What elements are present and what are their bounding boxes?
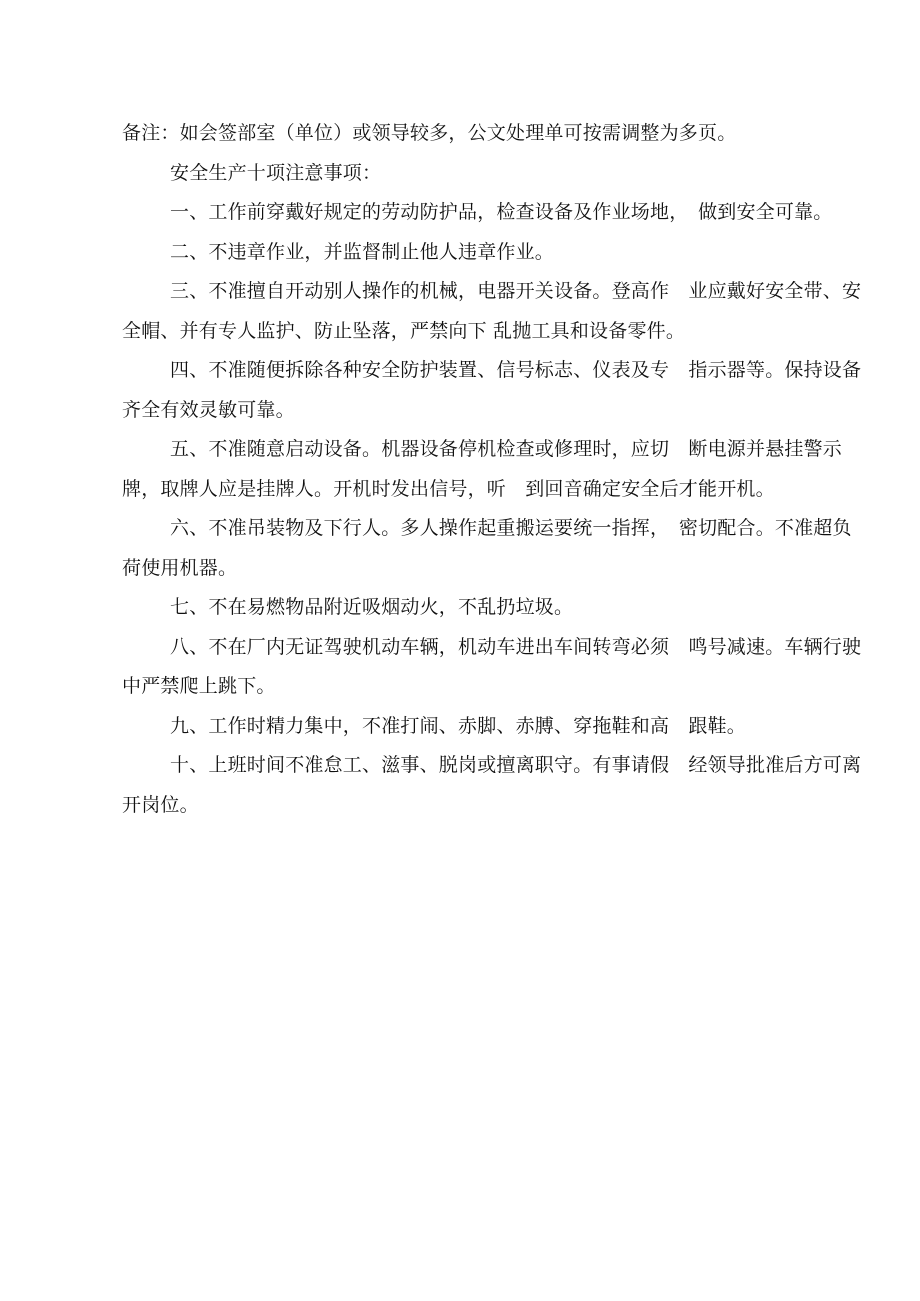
safety-item-10: 十、上班时间不准怠工、滋事、脱岗或擅离职守。有事请假 经领导批准后方可离开岗位。 xyxy=(122,754,862,816)
safety-heading: 安全生产十项注意事项： xyxy=(170,161,382,184)
note-paragraph: 备注：如会签部室（单位）或领导较多，公文处理单可按需调整为多页。 xyxy=(122,122,737,144)
safety-item-3: 三、不准擅自开动别人操作的机械，电器开关设备。登高作 业应戴好安全带、安全帽、并有专人监护、防止坠落，严禁向下 乱抛工具和设备零件。 xyxy=(122,280,862,342)
safety-item-5: 五、不准随意启动设备。机器设备停机检查或修理时，应切 断电源并悬挂警示牌，取牌人应是挂牌人。开机时发出信号，听 到回音确定安全后才能开机。 xyxy=(122,438,843,500)
safety-item-7: 七、不在易燃物品附近吸烟动火，不乱扔垃圾。 xyxy=(170,596,574,618)
safety-item-8: 八、不在厂内无证驾驶机动车辆，机动车进出车间转弯必须 鸣号减速。车辆行驶中严禁爬上跳下。 xyxy=(122,635,862,697)
safety-item-2: 二、不违章作业，并监督制止他人违章作业。 xyxy=(170,240,555,263)
safety-item-6: 六、不准吊装物及下行人。多人操作起重搬运要统一指挥， 密切配合。不准超负荷使用机器。 xyxy=(122,517,852,579)
safety-item-1: 一、工作前穿戴好规定的劳动防护品，检查设备及作业场地， 做到安全可靠。 xyxy=(170,201,833,223)
document-body xyxy=(122,114,862,825)
safety-item-9: 九、工作时精力集中，不准打闹、赤脚、赤膊、穿拖鞋和高 跟鞋。 xyxy=(170,714,747,737)
safety-item-4: 四、不准随便拆除各种安全防护装置、信号标志、仪表及专 指示器等。保持设备齐全有效灵敏可靠。 xyxy=(122,359,862,421)
